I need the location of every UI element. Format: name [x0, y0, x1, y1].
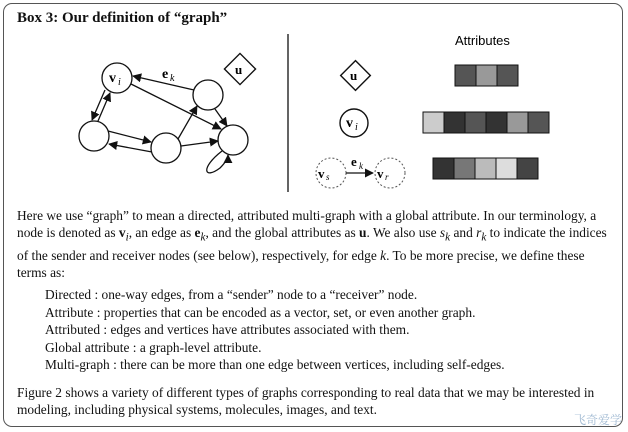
definition-desc: one-way edges, from a “sender” node to a “receiver” node. [101, 287, 418, 302]
svg-text:v: v [318, 166, 325, 181]
graph-node-top-right [193, 80, 223, 110]
attribute-cell [475, 158, 496, 179]
attribute-cell [476, 65, 497, 86]
attribute-cell [528, 112, 549, 133]
global-diamond-graph [224, 53, 255, 84]
definition-term: Directed [45, 287, 92, 302]
closing-paragraph: Figure 2 shows a variety of different types of graphs corresponding to real data that we may be interested in modeling, including physical systems, molecules, images, and text. [17, 385, 595, 417]
edge-middle-to-topright [178, 106, 197, 139]
intro-paragraph: Here we use “graph” to mean a directed, attributed multi-graph with a global attribute. In our terminology, a node is denoted as $v_i$, an edge as $e_k$, and the global attributes as u. We also use $s_k$ and $r_k$ to indicate the indices of the sender and receiver nodes (see below), respectively, for edge k. To be more precise, we define these terms as: [17, 208, 607, 280]
definition-item: Directed : one-way edges, from a “sender” node to a “receiver” node. [45, 287, 418, 302]
svg-text:u: u [350, 68, 358, 83]
attribute-cell [423, 112, 444, 133]
graph-label-vi: v [109, 71, 116, 86]
attribute-cell [497, 65, 518, 86]
definitions-list [45, 286, 615, 374]
definition-term: Global attribute [45, 339, 130, 355]
edge-middle-to-right [181, 141, 218, 146]
definition-desc: edges and vertices have attributes associated with them. [110, 322, 410, 337]
svg-text:v: v [377, 166, 384, 181]
definition-term: Multi-graph [45, 357, 110, 372]
node-legend [340, 109, 368, 137]
definition-term: Attribute [45, 304, 94, 320]
attribute-cell [433, 158, 454, 179]
global-diamond-legend [341, 61, 371, 91]
edge-self-loop [207, 151, 228, 173]
edge-legend [316, 154, 405, 188]
svg-text:k: k [359, 161, 363, 171]
svg-text:r: r [385, 172, 389, 182]
definition-item: Attributed : edges and vertices have attributes associated with them. [45, 322, 410, 337]
box-title: Box 3: Our definition of “graph” [17, 10, 228, 26]
edge-attribute-bar [433, 158, 538, 179]
edge-left-to-vi [98, 93, 110, 121]
attribute-cell [486, 112, 507, 133]
graph-node-right [218, 125, 248, 155]
graph-label-ek: e [162, 67, 169, 82]
svg-text:e: e [351, 154, 357, 169]
attribute-cell [517, 158, 538, 179]
svg-text:i: i [355, 122, 358, 133]
svg-text:u: u [235, 62, 243, 77]
graph-node-left [79, 121, 109, 151]
svg-text:s: s [326, 172, 330, 182]
global-attribute-bar [455, 65, 518, 86]
attribute-cell [444, 112, 465, 133]
attribute-cell [465, 112, 486, 133]
edge-vi-to-left [92, 90, 105, 120]
definition-desc: a graph-level attribute. [139, 339, 262, 355]
node-attribute-bar [423, 112, 549, 133]
graph-node-vi [102, 63, 132, 93]
attribute-cell [455, 65, 476, 86]
definition-term: Attributed [45, 322, 101, 337]
graph-label-ek-sub: k [170, 73, 175, 84]
attributes-heading: Attributes [455, 33, 510, 48]
edge-middle-to-left [109, 144, 152, 152]
attribute-cell [507, 112, 528, 133]
attribute-cell [454, 158, 475, 179]
edge-topright-to-right [215, 109, 227, 126]
graph-label-vi-sub: i [118, 77, 121, 88]
graph-definition-figure [0, 26, 628, 202]
definition-item: Multi-graph : there can be more than one edge between vertices, including self-edges. [45, 357, 505, 372]
svg-text:v: v [346, 116, 353, 131]
watermark-logo: 飞奇爱学 [573, 413, 622, 427]
definition-desc: properties that can be encoded as a vector, set, or even another graph. [103, 304, 476, 320]
definition-item: Global attribute : a graph-level attribute. [45, 339, 262, 355]
definition-desc: there can be more than one edge between vertices, including self-edges. [120, 357, 505, 372]
graph-node-middle [151, 133, 181, 163]
edge-left-to-middle-1 [108, 131, 151, 142]
attribute-cell [496, 158, 517, 179]
definition-item: Attribute : properties that can be encoded as a vector, set, or even another graph. [45, 304, 476, 320]
